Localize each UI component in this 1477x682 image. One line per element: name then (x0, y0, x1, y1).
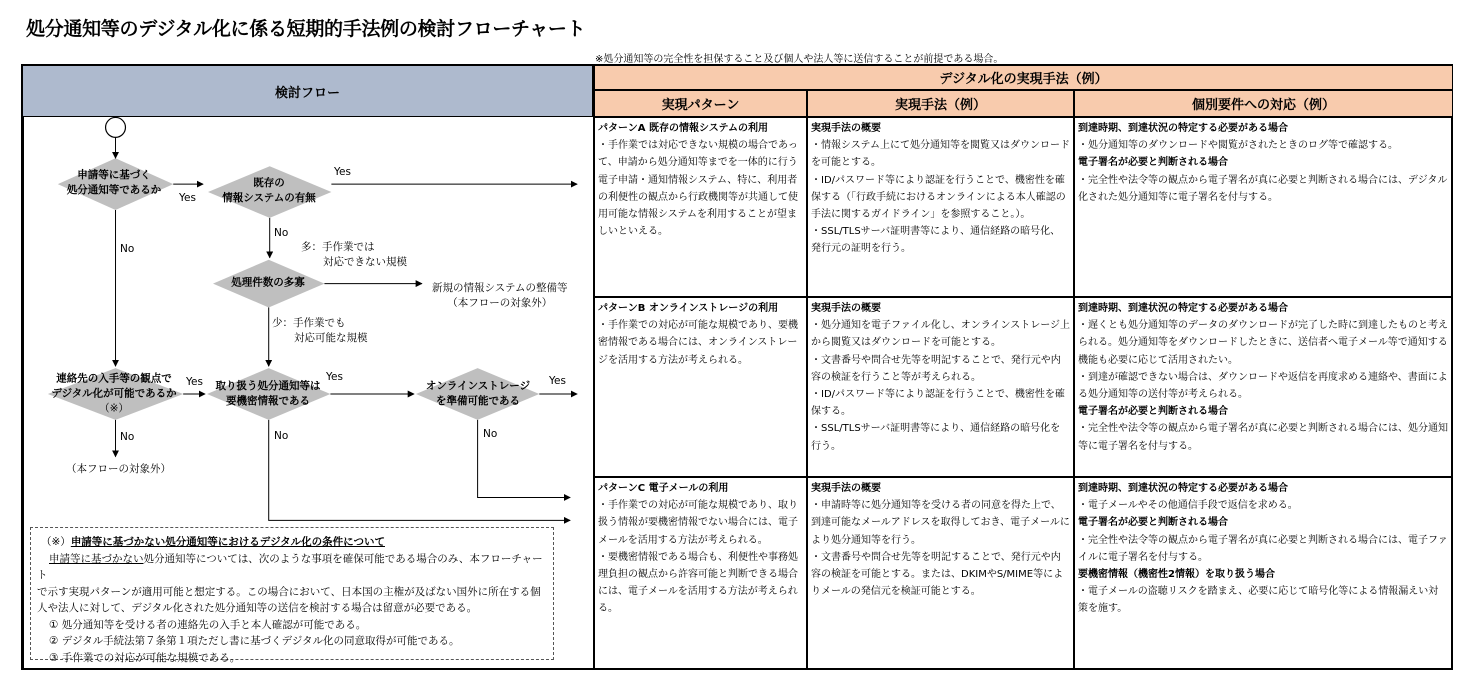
header-flow: 検討フロー (22, 65, 594, 117)
header-method: 実現手法（例） (807, 90, 1074, 117)
condition-item: ③ 手作業での対応が可能な規模である。 (49, 651, 241, 664)
new-system-label: 新規の情報システムの整備等 （本フローの対象外） (432, 282, 568, 309)
condition-item: ② デジタル手続法第７条第１項ただし書に基づくデジタル化の同意取得が可能である。 (49, 635, 460, 647)
no-label-d5: No (274, 430, 289, 442)
yes-label-d1: Yes (179, 192, 196, 204)
method-a-cell: 実現手法の概要 ・情報システム上にて処分通知等を閲覧又はダウンロードを可能とする。 ・ID/パスワード等により認証を行うことで、機密性を確保する（「行政手続におけるオンラインによる本人確認の手法に関するガイドライン」を参照すること。）。 ・SSL/TLSサーバ証明書等により、通信経路の暗号化、発行元の証明を行う。 (807, 117, 1074, 297)
no-label-d2: No (274, 227, 289, 239)
many-label: 多：手作業では 対応できない規模 (301, 241, 407, 268)
yes-label-d5: Yes (326, 371, 343, 383)
pattern-b-cell: パターンB オンラインストレージの利用 ・手作業での対応が可能な規模であり、要機密情報である場合には、オンラインストレージを活用する方法が考えられる。 (594, 297, 807, 477)
header-digital: デジタル化の実現手法（例） (594, 65, 1453, 90)
requirements-a-cell: 到達時期、到達状況の特定する必要がある場合 ・処分通知等のダウンロードや閲覧がされたときのログ等で確認する。 電子署名が必要と判断される場合 ・完全性や法令等の観点から電子署名が真に必要と判断される場合には、デジタル化された処分通知等に電子署名を付与する。 (1074, 117, 1453, 297)
method-c-cell: 実現手法の概要 ・申請時等に処分通知等を受ける者の同意を得た上で、到達可能なメールアドレスを取得しておき、電子メールにより処分通知等を行う。 ・文書番号や問合せ先等を明記することで、発行元や内容の検証を可能とする。または、DKIMやS/MIME等によりメールの発信元を検証可能とする。 (807, 477, 1074, 670)
d5-label: 取り扱う処分通知等は 要機密情報である (215, 380, 321, 407)
d1-label: 申請等に基づく 処分通知等であるか (66, 169, 162, 196)
page-title: 処分通知等のデジタル化に係る短期的手法例の検討フローチャート (26, 18, 586, 40)
yes-label-d4: Yes (186, 376, 203, 388)
no-label-d1: No (120, 243, 135, 255)
d3-label: 処理件数の多寡 (231, 276, 305, 289)
premise-note: ※処分通知等の完全性を担保すること及び個人や法人等に送信することが前提である場合。 (595, 54, 1004, 65)
conditions-box: （※）申請等に基づかない処分通知等におけるデジタル化の条件について 申請等に基づかない処分通知等については、次のような事項を確保可能である場合のみ、本フローチャート で示す実現パターンが適用可能と想定する。この場合において、日本国の主権が及ばない国外に所在する個 人や法人に対して、デジタル化された処分通知等の送信を検討する場合は留意が必要である。 ① 処分通知等を受ける者の連絡先の入手と本人確認が可能である。 ② デジタル手続法第７条第１項ただし書に基づくデジタル化の同意取得が可能である。 ③ 手作業での対応が可能な規模である。 (30, 527, 554, 660)
condition-item: ① 処分通知等を受ける者の連絡先の入手と本人確認が可能である。 (49, 618, 367, 631)
start-node (106, 117, 126, 137)
yes-label-d2: Yes (334, 166, 351, 178)
header-pattern: 実現パターン (594, 90, 807, 117)
pattern-a-cell: パターンA 既存の情報システムの利用 ・手作業では対応できない規模の場合であって、申請から処分通知等までを一体的に行う電子申請・通知情報システム、特に、利用者の利便性の観点から行政機関等が共通して使用可能な情報システムを利用することが望ましいといえる。 (594, 117, 807, 297)
yes-label-d6: Yes (549, 375, 566, 387)
method-b-cell: 実現手法の概要 ・処分通知を電子ファイル化し、オンラインストレージ上から閲覧又はダウンロードを可能とする。 ・文書番号や問合せ先等を明記することで、発行元や内容の検証を行うこと等が考えられる。 ・ID/パスワード等により認証を行うことで、機密性を確保する。 ・SSL/TLSサーバ証明書等により、通信経路の暗号化を行う。 (807, 297, 1074, 477)
no-label-d6: No (483, 428, 498, 440)
header-requirements: 個別要件への対応（例） (1074, 90, 1453, 117)
conditions-heading: 申請等に基づかない処分通知等におけるデジタル化の条件について (70, 536, 385, 548)
d6-label: オンラインストレージ を準備可能である (425, 380, 531, 407)
d2-label: 既存の 情報システムの有無 (222, 177, 316, 204)
requirements-c-cell: 到達時期、到達状況の特定する必要がある場合 ・電子メールやその他通信手段で返信を求める。 電子署名が必要と判断される場合 ・完全性や法令等の観点から電子署名が真に必要と判断される場合には、電子ファイルに電子署名を付与する。 要機密情報（機密性2情報）を取り扱う場合 ・電子メールの盗聴リスクを踏まえ、必要に応じて暗号化等による情報漏えい対策を施す。 (1074, 477, 1453, 670)
few-label: 少：手作業でも 対応可能な規模 (272, 317, 368, 344)
d4-label: 連絡先の入手等の観点で デジタル化が可能であるか （※） (51, 372, 177, 415)
out-of-scope-label: （本フローの対象外） (66, 463, 171, 475)
requirements-b-cell: 到達時期、到達状況の特定する必要がある場合 ・遅くとも処分通知等のデータのダウンロードが完了した時に到達したものと考えられる。処分通知等をダウンロードしたときに、送信者へ電子メール等で通知する機能も必要に応じて活用されたい。 ・到達が確認できない場合は、ダウンロードや返信を再度求める連絡や、書面による処分通知等の送付等が考えられる。 電子署名が必要と判断される場合 ・完全性や法令等の観点から電子署名が真に必要と判断される場合には、処分通知等に電子署名を付与する。 (1074, 297, 1453, 477)
pattern-c-cell: パターンC 電子メールの利用 ・手作業での対応が可能な規模であり、取り扱う情報が要機密情報でない場合には、電子メールを活用する方法が考えられる。 ・要機密情報である場合も、利便性や事務処理負担の観点から許容可能と判断できる場合には、電子メールを活用する方法が考えられる。 (594, 477, 807, 670)
no-label-d4: No (120, 431, 135, 443)
